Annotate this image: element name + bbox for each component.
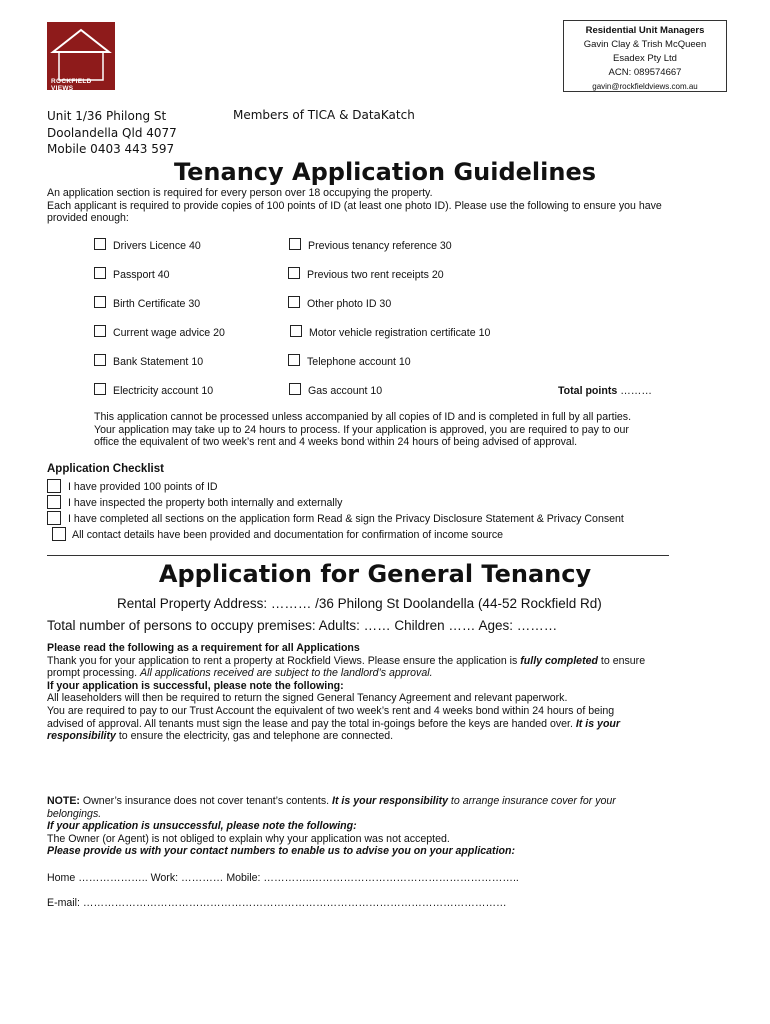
text-run: Owner’s insurance does not cover tenant’s contents. bbox=[79, 795, 333, 807]
checklist-checkbox[interactable] bbox=[47, 511, 61, 525]
success-line: You are required to pay to our Trust Account the equivalent of two week’s rent and 4 weeks bond within 24 hours of being bbox=[47, 704, 615, 717]
thanks-line bbox=[47, 667, 727, 680]
application-title: Application for General Tenancy bbox=[158, 560, 592, 588]
note-line: Your application may take up to 24 hours to process. If your application is approved, you are required to pay to our bbox=[94, 423, 629, 436]
id-option-label: Previous two rent receipts 20 bbox=[307, 269, 444, 281]
checklist-item: All contact details have been provided and documentation for confirmation of income source bbox=[72, 529, 504, 541]
logo-text: ROCKFIELD VIEWS bbox=[51, 78, 92, 92]
id-option-label: Other photo ID 30 bbox=[307, 298, 392, 310]
id-checkbox[interactable] bbox=[289, 383, 301, 395]
id-checkbox[interactable] bbox=[288, 354, 300, 366]
divider bbox=[47, 555, 669, 556]
text-run: It is your responsibility bbox=[332, 795, 448, 807]
unsuccess-heading: If your application is unsuccessful, please note the following: bbox=[47, 820, 357, 833]
id-option-label: Current wage advice 20 bbox=[113, 327, 225, 339]
company-logo bbox=[47, 22, 115, 90]
intro-line: provided enough: bbox=[47, 212, 129, 225]
id-checkbox[interactable] bbox=[289, 238, 301, 250]
processing-note bbox=[94, 411, 714, 449]
text-run: Thank you for your application to rent a property at Rockfield Views. Please ensure the application is bbox=[47, 654, 521, 667]
checklist-item: I have provided 100 points of ID bbox=[68, 481, 218, 493]
rental-property-address[interactable]: Rental Property Address: ……… /36 Philong St Doolandella (44-52 Rockfield Rd) bbox=[117, 596, 602, 611]
id-option-label: Gas account 10 bbox=[308, 385, 383, 397]
intro-line: Each applicant is required to provide copies of 100 points of ID (at least one photo ID). Please use the following to ensure you have bbox=[47, 199, 662, 212]
id-option-label: Bank Statement 10 bbox=[113, 356, 204, 368]
guidelines-title: Tenancy Application Guidelines bbox=[173, 158, 597, 186]
id-option-label: Motor vehicle registration certificate 10 bbox=[309, 327, 491, 339]
address-line: Doolandella Qld 4077 bbox=[47, 125, 177, 140]
thanks-line bbox=[47, 655, 727, 668]
id-checkbox[interactable] bbox=[94, 325, 106, 337]
text-run: to ensure bbox=[597, 654, 646, 667]
checklist-checkbox[interactable] bbox=[47, 495, 61, 509]
intro-line: An application section is required for every person over 18 occupying the property. bbox=[47, 187, 433, 199]
contact-phone-fields[interactable]: Home ……………….. Work: ………… Mobile: …………..………………………………………………….. bbox=[47, 872, 519, 884]
insurance-note-block bbox=[47, 795, 727, 858]
id-option-label: Electricity account 10 bbox=[113, 385, 214, 397]
id-checkbox[interactable] bbox=[290, 325, 302, 337]
text-run: advised of approval. All tenants must sign the lease and pay the total in-goings before the keys are handed over. bbox=[47, 717, 576, 730]
id-option-label: Previous tenancy reference 30 bbox=[308, 240, 452, 252]
success-heading: If your application is successful, please note the following: bbox=[47, 679, 344, 692]
unsuccess-line: The Owner (or Agent) is not obliged to explain why your application was not accepted. bbox=[47, 832, 450, 845]
checklist-checkbox[interactable] bbox=[52, 527, 66, 541]
note-line: This application cannot be processed unless accompanied by all copies of ID and is completed in full by all parties. bbox=[94, 411, 632, 423]
note-line: office the equivalent of two week’s rent and 4 weeks bond within 24 hours of being advised of approval. bbox=[94, 436, 578, 449]
id-checkbox[interactable] bbox=[288, 296, 300, 308]
id-option-label: Drivers Licence 40 bbox=[113, 240, 201, 252]
text-run: to ensure the electricity, gas and telephone are connected. bbox=[115, 730, 394, 743]
id-checkbox[interactable] bbox=[94, 296, 106, 308]
checklist-heading: Application Checklist bbox=[47, 463, 164, 475]
total-points bbox=[558, 385, 652, 397]
manager-title: Residential Unit Managers bbox=[585, 25, 705, 36]
total-points-value[interactable]: ……… bbox=[620, 385, 652, 397]
text-run: prompt processing. bbox=[47, 667, 141, 680]
contact-email-field[interactable]: E-mail: ………………………………………………………………………………………………………… bbox=[47, 897, 507, 909]
contact-heading: Please provide us with your contact numbers to enable us to advise you on your application: bbox=[47, 845, 515, 858]
text-run: to arrange insurance cover for your bbox=[447, 795, 616, 807]
success-line bbox=[47, 718, 727, 731]
success-line bbox=[47, 730, 727, 743]
text-run: All applications received are subject to the landlord’s approval. bbox=[140, 667, 433, 680]
checklist-checkbox[interactable] bbox=[47, 479, 61, 493]
text-run: responsibility bbox=[47, 730, 116, 743]
note-line: belongings. bbox=[47, 807, 102, 820]
text-run: fully completed bbox=[520, 654, 598, 667]
id-option-label: Passport 40 bbox=[113, 269, 170, 281]
manager-names: Gavin Clay & Trish McQueen bbox=[583, 39, 707, 50]
address-mobile: Mobile 0403 443 597 bbox=[47, 142, 175, 156]
note-line bbox=[47, 795, 727, 808]
checklist-item: I have inspected the property both internally and externally bbox=[68, 497, 343, 509]
checklist-item: I have completed all sections on the application form Read & sign the Privacy Disclosure Statement & Privacy Consent bbox=[68, 513, 624, 525]
manager-email: gavin@rockfieldviews.com.au bbox=[592, 82, 698, 91]
address-line: Unit 1/36 Philong St bbox=[47, 109, 167, 123]
id-checkbox[interactable] bbox=[288, 267, 300, 279]
id-checkbox[interactable] bbox=[94, 383, 106, 395]
success-line: All leaseholders will then be required to return the signed General Tenancy Agreement and relevant paperwork. bbox=[47, 692, 568, 705]
requirements-block bbox=[47, 642, 727, 743]
id-checkbox[interactable] bbox=[94, 354, 106, 366]
office-address bbox=[47, 108, 177, 158]
manager-acn: ACN: 089574667 bbox=[608, 67, 682, 78]
id-checkbox[interactable] bbox=[94, 267, 106, 279]
requirements-heading: Please read the following as a requirement for all Applications bbox=[47, 642, 360, 654]
memberships: Members of TICA & DataKatch bbox=[233, 108, 415, 122]
persons-to-occupy[interactable]: Total number of persons to occupy premises: Adults: …… Children …… Ages: ……… bbox=[47, 618, 558, 633]
total-points-label: Total points bbox=[558, 385, 618, 397]
text-run: It is your bbox=[575, 717, 621, 730]
id-option-label: Telephone account 10 bbox=[307, 356, 411, 368]
id-option-label: Birth Certificate 30 bbox=[113, 298, 201, 310]
guidelines-intro bbox=[47, 187, 727, 225]
id-checkbox[interactable] bbox=[94, 238, 106, 250]
manager-info-box bbox=[563, 20, 727, 92]
text-run: NOTE: bbox=[47, 795, 80, 807]
manager-company: Esadex Pty Ltd bbox=[613, 53, 677, 64]
